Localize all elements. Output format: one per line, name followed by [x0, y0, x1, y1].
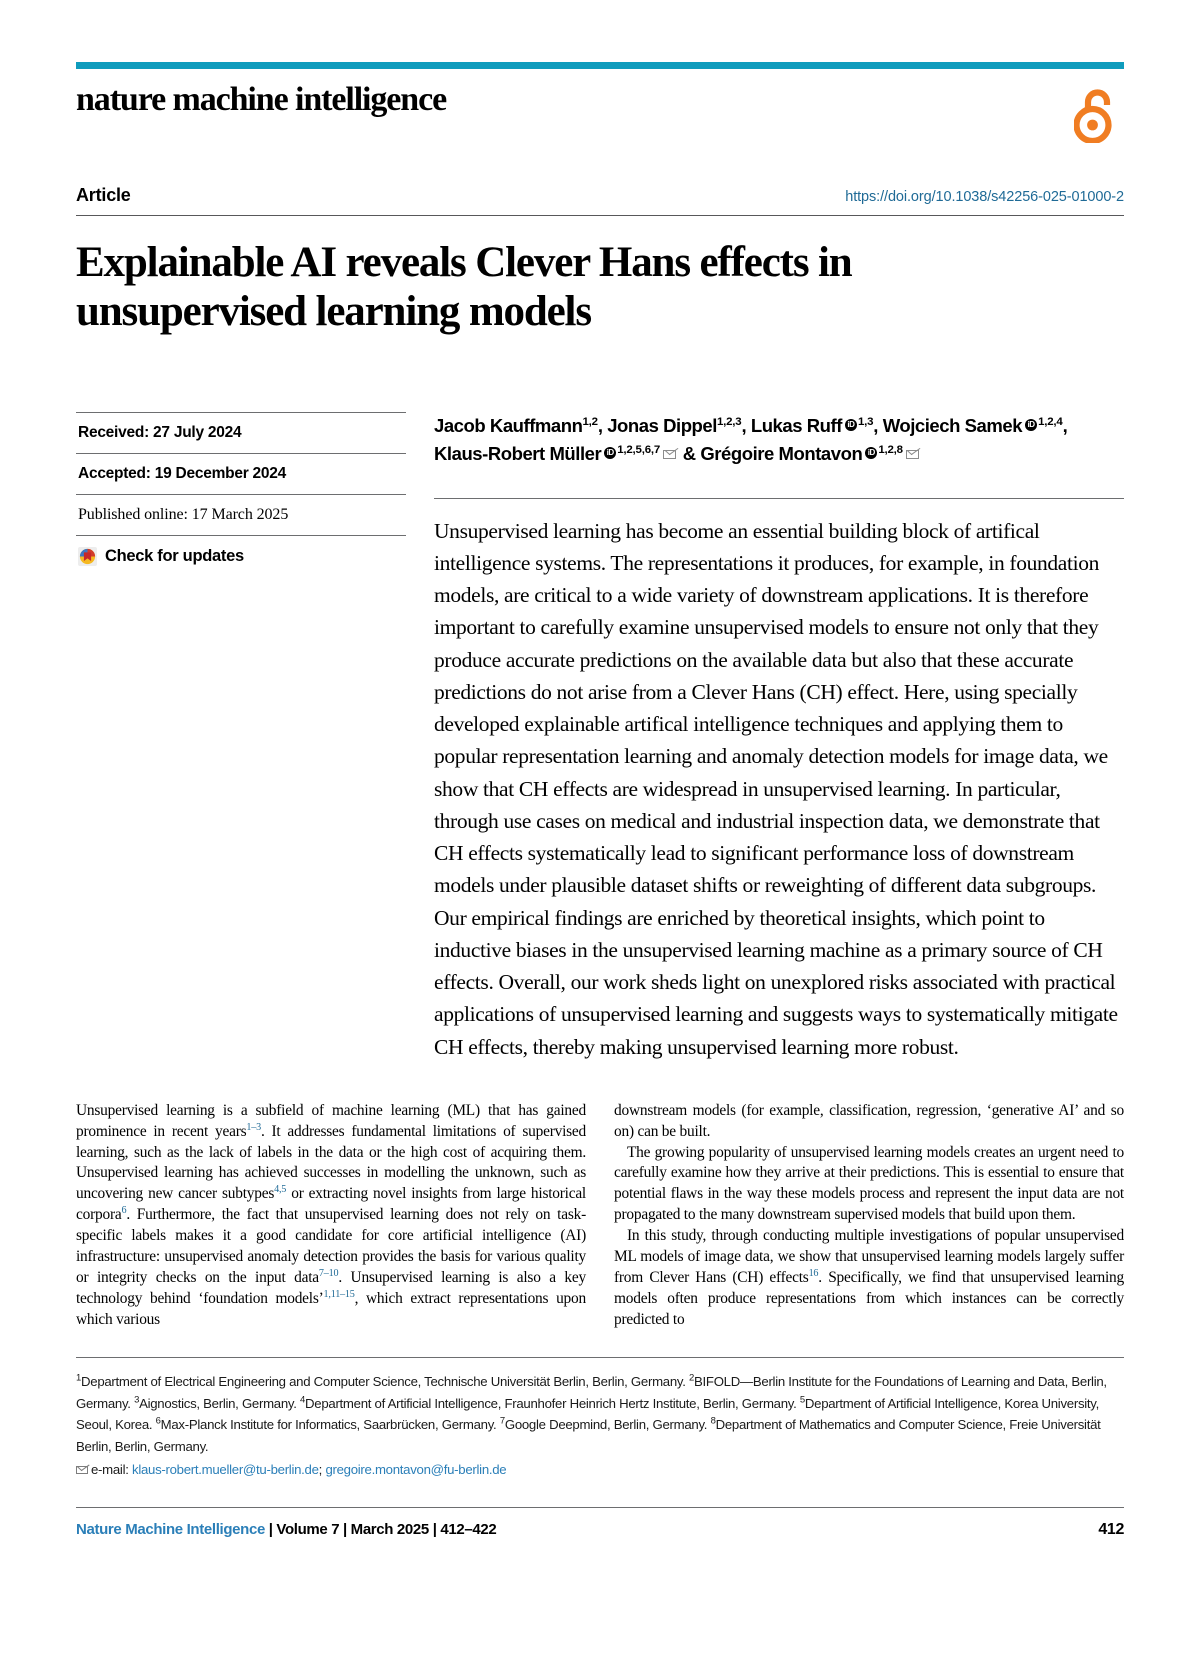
author-affiliation-superscript: 1,2,8 [878, 443, 903, 456]
published-online-date: Published online: 17 March 2025 [78, 506, 289, 524]
author-line-1: Jacob Kauffmann$^{1,2}$, Jonas Dippel$^{1,2,3}$, Lukas Ruff iD $^{1,3}$, Wojciech SamekiD $^{1,2,4}$, [434, 412, 1124, 440]
journal-top-rule [76, 62, 1124, 69]
article-type-label: Article [76, 185, 131, 205]
check-for-updates-button[interactable] [76, 536, 406, 566]
author-affiliation-superscript: 1,2,3 [716, 415, 742, 428]
open-access-lock-icon [1074, 87, 1120, 148]
orcid-icon[interactable] [1025, 419, 1037, 431]
accepted-date: Accepted: 19 December 2024 [78, 465, 287, 483]
author-name[interactable]: Jacob Kauffmann [434, 415, 583, 437]
author-affiliation-superscript: 1,2 [582, 415, 598, 428]
page-title: Explainable AI reveals Clever Hans effects in unsupervised learning models [76, 239, 852, 336]
article-bar-rule [76, 215, 1124, 216]
footer-volume-info: | Volume 7 | March 2025 | 412–422 [264, 1520, 497, 1538]
author-affiliation-superscript: 1,2,4 [1038, 415, 1063, 428]
author-list [434, 412, 1124, 468]
author-affiliation-superscript: 1,3 [857, 415, 874, 428]
abstract-rule [434, 498, 1124, 499]
email-label: e-mail: [91, 1462, 129, 1478]
journal-name: nature machine intelligence [76, 81, 447, 118]
body-paragraph: In this study, through conducting multiple investigations of popular unsupervised ML models of image data, we show that unsupervised learning models largely suffer from Clever Hans (CH) effects$^{16}$. Specifically, we find that unsupervised learning models often produce representations from which instances can be correctly predicted to [614, 1227, 1124, 1328]
email-link[interactable]: klaus-robert.mueller@tu-berlin.de [132, 1462, 319, 1478]
body-paragraph: downstream models (for example, classification, regression, ‘generative AI’ and so on) can be built. [614, 1101, 1124, 1140]
affiliations-rule [76, 1357, 1124, 1358]
envelope-icon[interactable] [663, 450, 676, 459]
envelope-icon [76, 1466, 88, 1475]
author-name[interactable]: Grégoire Montavon [700, 442, 863, 464]
footer-rule [76, 1507, 1124, 1508]
article-type-bar [76, 185, 1124, 206]
author-name[interactable]: Klaus-Robert Müller [434, 442, 602, 464]
authors-and-abstract [434, 412, 1124, 1063]
corresponding-email-line [76, 1459, 1124, 1481]
affiliations-block [76, 1371, 1124, 1481]
body-paragraph: The growing popularity of unsupervised learning models creates an urgent need to carefully examine how they arrive at their predictions. This is essential to ensure that potential flaws in the way these models process and represent the input data are not propagated to the many downstream supervised models that build upon them. [614, 1143, 1124, 1224]
received-date: Received: 27 July 2024 [78, 424, 242, 442]
author-name[interactable]: Lukas Ruff [750, 415, 842, 437]
email-links[interactable]: klaus-robert.mueller@tu-berlin.de; gregoire.montavon@fu-berlin.de [132, 1462, 507, 1478]
masthead [76, 83, 1124, 147]
page-footer [76, 1521, 1124, 1539]
author-line-2: Klaus-Robert Müller iD $^{1,2,5,6,7}$ & Grégoire Montavon iD $^{1,2,8}$ [434, 440, 1124, 468]
body-column-left [76, 1101, 586, 1331]
orcid-icon[interactable] [865, 447, 877, 459]
page-number: 412 [1098, 1520, 1124, 1538]
author-affiliation-superscript: 1,2,5,6,7 [617, 443, 661, 456]
email-link[interactable]: gregoire.montavon@fu-berlin.de [325, 1462, 507, 1478]
body-column-right [614, 1101, 1124, 1331]
envelope-icon[interactable] [906, 450, 919, 459]
orcid-icon[interactable] [604, 447, 616, 459]
crossmark-icon [78, 547, 97, 566]
body-paragraph: Unsupervised learning is a subfield of machine learning (ML) that has gained prominence in recent years$^{1-3}$. It addresses fundamental limitations of supervised learning, such as the lack of labels in the data or the high cost of acquiring them. Unsupervised learning has achieved successes in modelling the unknown, such as uncovering new cancer subtypes$^{4,5}$ or extracting novel insights from large historical corpora$^6$. Furthermore, the fact that unsupervised learning does not rely on task-specific labels makes it a good candidate for core artificial intelligence (AI) infrastructure: unsupervised anomaly detection provides the basis for various quality or integrity checks on the input data$^{7-10}$. Unsupervised learning is also a key technology behind ‘foundation models’$^{1,11-15}$, which extract representations upon which various [76, 1101, 586, 1328]
affiliations-text: $^1$Department of Electrical Engineering and Computer Science, Technische Universität Berlin, Berlin, Germany. $^2$BIFOLD—Berlin Institute for the Foundations of Learning and Data, Berlin, Germany. $^3$Aignostics, Berlin, Germany. $^4$Department of Artificial Intelligence, Fraunhofer Heinrich Hertz Institute, Berlin, Germany. $^5$Department of Artificial Intelligence, Korea University, Seoul, Korea. $^6$Max-Planck Institute for Informatics, Saarbrücken, Germany. $^7$Google Deepmind, Berlin, Germany. $^8$Department of Mathematics and Computer Science, Freie Universität Berlin, Berlin, Germany. [76, 1373, 1107, 1454]
head-section [76, 412, 1124, 1063]
publication-history-panel [76, 412, 406, 1063]
footer-citation [76, 1521, 496, 1538]
orcid-icon[interactable] [845, 419, 857, 431]
author-name[interactable]: Jonas Dippel [607, 415, 717, 437]
article-page [0, 62, 1200, 1655]
doi-link[interactable]: https://doi.org/10.1038/s42256-025-01000-2 [845, 189, 1124, 205]
body-columns [76, 1101, 1124, 1331]
author-name[interactable]: Wojciech Samek [882, 415, 1023, 437]
abstract-text: Unsupervised learning has become an essential building block of artifical intelligence systems. The representations it produces, for example, in foundation models, are critical to a wide variety of downstream applications. It is therefore important to carefully examine unsupervised models to ensure not only that they produce accurate predictions on the available data but also that these accurate predictions do not arise from a Clever Hans (CH) effect. Here, using specially developed explainable artifical intelligence techniques and applying them to popular representation learning and anomaly detection models for image data, we show that CH effects are widespread in unsupervised learning. In particular, through use cases on medical and industrial inspection data, we demonstrate that CH effects systematically lead to significant performance loss of downstream models under plausible dataset shifts or reweighting of different data subgroups. Our empirical findings are enriched by theoretical insights, which point to inductive biases in the unsupervised learning machine as a primary source of CH effects. Overall, our work sheds light on unexplored risks associated with practical applications of unsupervised learning and suggests ways to systematically mitigate CH effects, thereby making unsupervised learning more robust. [434, 518, 1118, 1059]
check-for-updates-label: Check for updates [105, 547, 244, 566]
footer-journal-name[interactable]: Nature Machine Intelligence [76, 1520, 265, 1538]
